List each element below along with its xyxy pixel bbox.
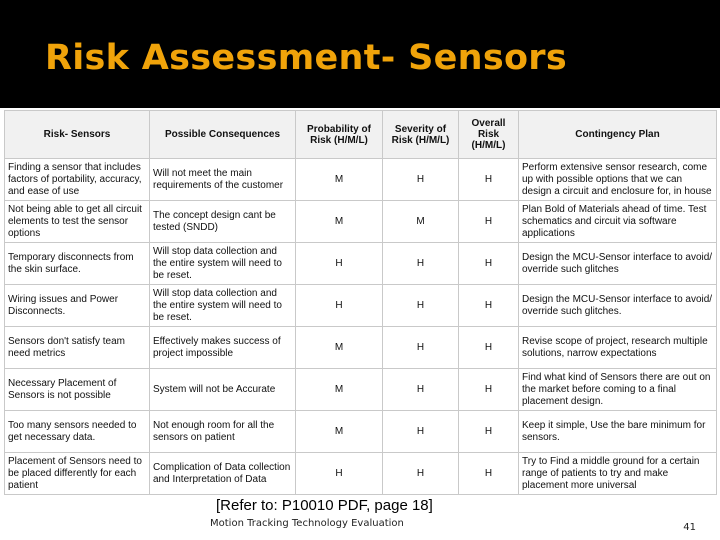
overall-cell: H <box>459 243 519 285</box>
table-row <box>5 369 717 411</box>
severity-cell: H <box>383 453 459 495</box>
consequence-cell: Effectively makes success of project impossible <box>150 327 296 369</box>
title-bar <box>0 0 720 108</box>
risk-cell: Placement of Sensors need to be placed differently for each patient <box>5 453 150 495</box>
severity-cell: M <box>383 201 459 243</box>
overall-cell: H <box>459 159 519 201</box>
risk-cell: Necessary Placement of Sensors is not possible <box>5 369 150 411</box>
table-row <box>5 285 717 327</box>
consequence-cell: Not enough room for all the sensors on patient <box>150 411 296 453</box>
risk-cell: Sensors don't satisfy team need metrics <box>5 327 150 369</box>
risk-cell: Temporary disconnects from the skin surface. <box>5 243 150 285</box>
severity-cell: H <box>383 369 459 411</box>
plan-cell: Revise scope of project, research multiple solutions, narrow expectations <box>519 327 717 369</box>
consequence-cell: Will stop data collection and the entire system will need to be reset. <box>150 285 296 327</box>
probability-cell: M <box>296 369 383 411</box>
header-probability: Probability of Risk (H/M/L) <box>296 111 383 159</box>
source-caption: [Refer to: P10010 PDF, page 18] <box>216 497 433 514</box>
plan-cell: Design the MCU-Sensor interface to avoid/ override such glitches. <box>519 285 717 327</box>
table-row <box>5 453 717 495</box>
header-risk: Risk- Sensors <box>5 111 150 159</box>
probability-cell: M <box>296 159 383 201</box>
probability-cell: H <box>296 453 383 495</box>
footer-text: Motion Tracking Technology Evaluation <box>210 518 404 529</box>
consequence-cell: Complication of Data collection and Interpretation of Data <box>150 453 296 495</box>
consequence-cell: Will stop data collection and the entire system will need to be reset. <box>150 243 296 285</box>
probability-cell: M <box>296 201 383 243</box>
severity-cell: H <box>383 411 459 453</box>
severity-cell: H <box>383 159 459 201</box>
overall-cell: H <box>459 369 519 411</box>
overall-cell: H <box>459 411 519 453</box>
overall-cell: H <box>459 327 519 369</box>
header-severity: Severity of Risk (H/M/L) <box>383 111 459 159</box>
consequence-cell: Will not meet the main requirements of the customer <box>150 159 296 201</box>
plan-cell: Try to Find a middle ground for a certain range of patients to try and make placement more universal <box>519 453 717 495</box>
table-row <box>5 327 717 369</box>
plan-cell: Perform extensive sensor research, come up with possible options that we can design a circuit and enclosure for, in house <box>519 159 717 201</box>
probability-cell: M <box>296 327 383 369</box>
probability-cell: M <box>296 411 383 453</box>
overall-cell: H <box>459 285 519 327</box>
plan-cell: Find what kind of Sensors there are out on the market before coming to a final placement design. <box>519 369 717 411</box>
table-row <box>5 411 717 453</box>
table-header-row <box>5 111 717 159</box>
overall-cell: H <box>459 453 519 495</box>
risk-cell: Finding a sensor that includes factors of portability, accuracy, and ease of use <box>5 159 150 201</box>
header-contingency: Contingency Plan <box>519 111 717 159</box>
risk-cell: Not being able to get all circuit elements to test the sensor options <box>5 201 150 243</box>
risk-table-container <box>4 110 716 494</box>
slide-title: Risk Assessment- Sensors <box>45 38 567 78</box>
probability-cell: H <box>296 285 383 327</box>
table-row <box>5 159 717 201</box>
severity-cell: H <box>383 285 459 327</box>
probability-cell: H <box>296 243 383 285</box>
header-overall: Overall Risk (H/M/L) <box>459 111 519 159</box>
overall-cell: H <box>459 201 519 243</box>
consequence-cell: System will not be Accurate <box>150 369 296 411</box>
severity-cell: H <box>383 243 459 285</box>
risk-table <box>4 110 717 495</box>
header-consequences: Possible Consequences <box>150 111 296 159</box>
table-row <box>5 201 717 243</box>
consequence-cell: The concept design cant be tested (SNDD) <box>150 201 296 243</box>
plan-cell: Plan Bold of Materials ahead of time. Test schematics and circuit via software applications <box>519 201 717 243</box>
page-number: 41 <box>683 522 696 533</box>
risk-cell: Too many sensors needed to get necessary data. <box>5 411 150 453</box>
plan-cell: Design the MCU-Sensor interface to avoid/ override such glitches <box>519 243 717 285</box>
severity-cell: H <box>383 327 459 369</box>
risk-cell: Wiring issues and Power Disconnects. <box>5 285 150 327</box>
table-row <box>5 243 717 285</box>
plan-cell: Keep it simple, Use the bare minimum for sensors. <box>519 411 717 453</box>
